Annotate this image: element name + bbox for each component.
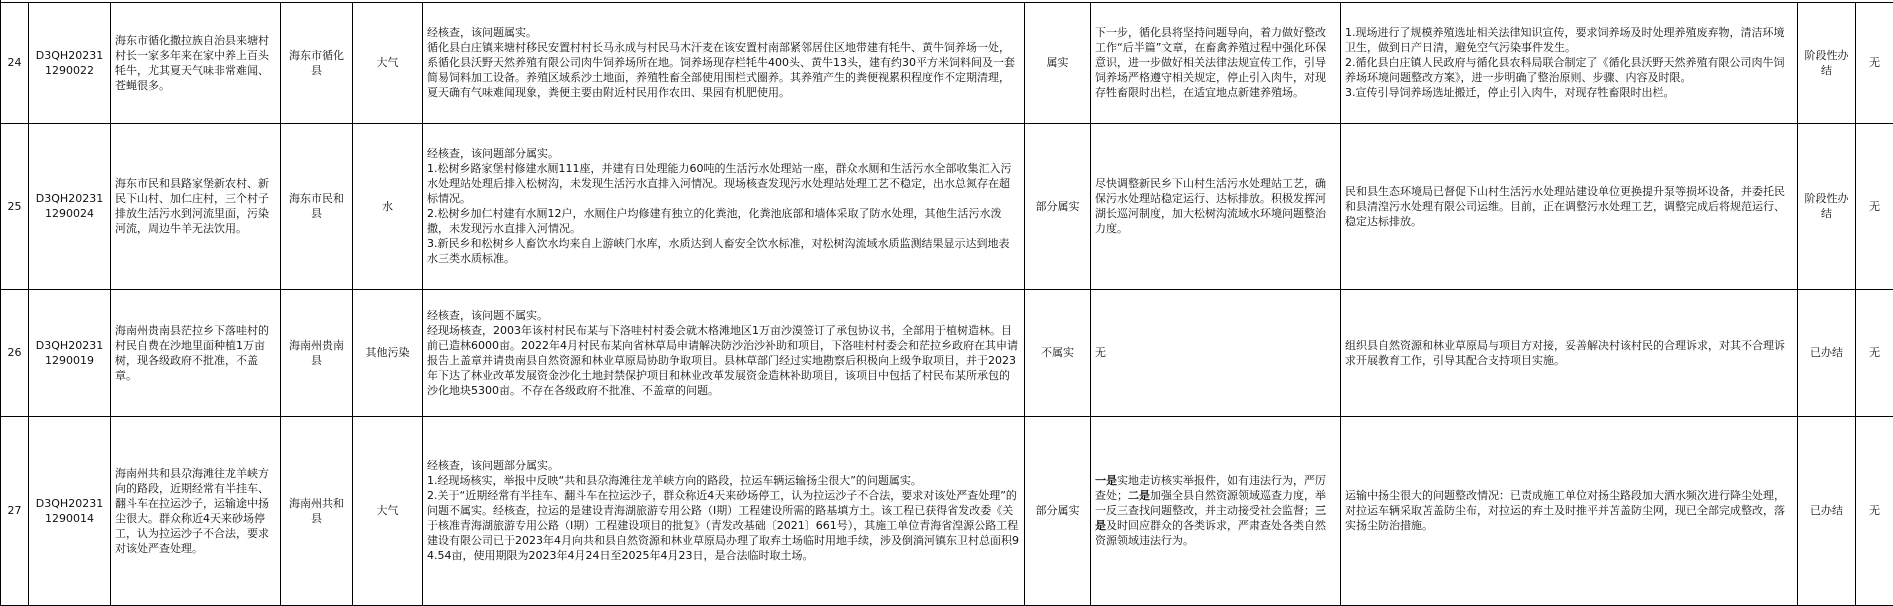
result-line: 1.现场进行了规模养殖选址相关法律知识宣传，要求饲养场及时处理养殖废弃物，清洁环境卫生，做到日产日清，避免空气污染事件发生。 [1345,25,1793,55]
verdict: 属实 [1025,2,1091,123]
findings [423,289,1025,416]
plan-item-text: 加强全县自然资源领域巡查力度，举一反三查找问题整改，并主动接受社会监督； [1095,489,1326,517]
plan-item-text: 及时回应群众的各类诉求，严肃查处各类自然资源领域违法行为。 [1095,519,1326,547]
table-row [1,2,1893,123]
verdict: 部分属实 [1025,123,1091,289]
table-row [1,416,1893,605]
accountability: 无 [1856,2,1893,123]
rectification-result [1341,289,1798,416]
case-code: D3QH202311290014 [29,416,111,605]
complaint-content: 海南州贵南县茫拉乡下落哇村的村民自费在沙地里面种植1万亩树，现各级政府不批准，不盖章。 [111,289,281,416]
findings [423,416,1025,605]
plan-item-marker: 一是 [1095,474,1117,487]
case-code: D3QH202311290019 [29,289,111,416]
row-number: 25 [1,123,29,289]
complaint-content: 海东市民和县路家堡新农村、新民下山村、加仁庄村，三个村子排放生活污水到河流里面，污染河流，周边牛羊无法饮用。 [111,123,281,289]
pollution-type: 大气 [353,2,423,123]
plan-item-marker: 三是 [1095,504,1326,532]
findings-line: 循化县白庄镇来塘村移民安置村村长马永成与村民马木汗麦在该安置村南部紧邻居住区地带建有牦牛、黄牛饲养场一处，系循化县沃野天然养殖有限公司肉牛饲养场所在地。饲养场现存栏牦牛400头、黄牛13头，建有约30平方米饲料间及一套简易饲料加工设备。养殖区域系沙土地面，养殖牲畜全部使用围栏式圈养。其养殖产生的粪便视累积程度作不定期清理，夏天确有气味难闻现象，粪便主要由附近村民用作农田、果园有机肥使用。 [427,40,1020,100]
findings [423,123,1025,289]
accountability: 无 [1856,416,1893,605]
region: 海南州贵南县 [281,289,353,416]
pollution-type: 水 [353,123,423,289]
status: 已办结 [1798,416,1856,605]
accountability: 无 [1856,289,1893,416]
plan-item-marker: 二是 [1128,489,1150,502]
accountability: 无 [1856,123,1893,289]
pollution-type: 大气 [353,416,423,605]
region: 海东市循化县 [281,2,353,123]
verdict: 不属实 [1025,289,1091,416]
result-line: 组织县自然资源和林业草原局与项目方对接，妥善解决村该村民的合理诉求，对其不合理诉求开展教育工作，引导其配合支持项目实施。 [1345,338,1793,368]
status: 阶段性办结 [1798,123,1856,289]
result-line: 运输中扬尘很大的问题整改情况：已责成施工单位对扬尘路段加大洒水频次进行降尘处理，对拉运车辆采取苫盖防尘布，对拉运的弃土及时推平并苫盖防尘网，现已全部完成整改，落实扬尘防治措施。 [1345,488,1793,533]
result-line: 3.宣传引导饲养场选址搬迁，停止引入肉牛，对现存牲畜限时出栏。 [1345,85,1793,100]
findings-line: 经核查，该问题部分属实。 [427,146,1020,161]
findings-line: 2.松树乡加仁村建有水厕12户，水厕住户均修建有独立的化粪池，化粪池底部和墙体采取了防水处理，其他生活污水泼撒，未发现污水直排入河情况。 [427,206,1020,236]
findings-line: 经核查，该问题部分属实。 [427,458,1020,473]
complaint-content: 海东市循化撒拉族自治县来塘村村长一家多年来在家中养上百头牦牛，尤其夏天气味非常难闻、苍蝇很多。 [111,2,281,123]
status: 阶段性办结 [1798,2,1856,123]
result-line: 民和县生态环境局已督促下山村生活污水处理站建设单位更换提升泵等损坏设备，并委托民和县清湟污水处理有限公司运维。目前，正在调整污水处理工艺，调整完成后将规范运行、稳定达标排放。 [1345,184,1793,229]
findings-line: 经核查，该问题属实。 [427,25,1020,40]
rectification-plan: 下一步，循化县将坚持问题导向，着力做好整改工作“后半篇”文章，在畜禽养殖过程中强化环保意识，进一步做好相关法律法规宣传工作，引导饲养场严格遵守相关规定，停止引入肉牛，对现存牲畜限时出栏，在适宜地点新建养殖场。 [1091,2,1341,123]
status: 已办结 [1798,289,1856,416]
rectification-result [1341,123,1798,289]
findings-line: 1.松树乡路家堡村修建水厕111座，并建有日处理能力60吨的生活污水处理站一座，群众水厕和生活污水全部收集汇入污水处理站处理后排入松树沟，未发现生活污水直排入河情况。现场核查发现污水处理站处理工艺不稳定，出水总氮存在超标情况。 [427,161,1020,206]
row-number: 26 [1,289,29,416]
verdict: 部分属实 [1025,416,1091,605]
findings-line: 2.关于“近期经常有半挂车、翻斗车在拉运沙子，群众称近4天来砂场停工，认为拉运沙子不合法，要求对该处严查处理”的问题不属实。经核查，拉运的是建设青海湖旅游专用公路（I期）工程建设所需的路基填方土。该工程已获得省发改委《关于核准青海湖旅游专用公路（I期）工程建设项目的批复》（青发改基础〔2021〕661号），其施工单位青海省湟源公路工程建设有限公司已于2023年4月向共和县自然资源和林业草原局办理了取弃土场临时用地手续，涉及倒淌河镇东卫村总面积94.54亩，使用期限为2023年4月24日至2025年4月23日，是合法临时取土场。 [427,488,1020,563]
findings-line: 经现场核查，2003年该村村民布某与下洛哇村村委会就木格滩地区1万亩沙漠签订了承包协议书，全部用于植树造林。目前已造林6000亩。2022年4月村民布某向省林草局申请解决防沙治沙补助和项目，下洛哇村村委会和茫拉乡政府在其申请报告上盖章并请贵南县自然资源和林业草原局协助争取项目。县林草部门经过实地勘察后积极向上级争取项目，并于2023年下达了林业改革发展资金沙化土地封禁保护项目和林业改革发展资金造林补助项目，该项目中包括了村民布某所承包的沙化地块5300亩。不存在各级政府不批准、不盖章的问题。 [427,323,1020,398]
plan-item-text: 实地走访核实举报件，如有违法行为，严厉查处； [1095,474,1326,502]
row-number: 24 [1,2,29,123]
case-code: D3QH202311290024 [29,123,111,289]
rectification-plan: 尽快调整新民乡下山村生活污水处理站工艺，确保污水处理站稳定运行、达标排放。积极发挥河湖长巡河制度，加大松树沟流域水环境问题整治力度。 [1091,123,1341,289]
region: 海南州共和县 [281,416,353,605]
region: 海东市民和县 [281,123,353,289]
findings [423,2,1025,123]
result-line: 2.循化县白庄镇人民政府与循化县农科局联合制定了《循化县沃野天然养殖有限公司肉牛饲养场环境问题整改方案》，进一步明确了整治原则、步骤、内容及时限。 [1345,55,1793,85]
rectification-result [1341,2,1798,123]
complaint-content: 海南州共和县尕海滩往龙羊峡方向的路段，近期经常有半挂车、翻斗车在拉运沙子，运输途中扬尘很大。群众称近4天来砂场停工，认为拉运沙子不合法，要求对该处严查处理。 [111,416,281,605]
findings-line: 1.经现场核实，举报中反映“共和县尕海滩往龙羊峡方向的路段，拉运车辆运输扬尘很大”的问题属实。 [427,473,1020,488]
row-number: 27 [1,416,29,605]
rectification-plan [1091,416,1341,605]
table-row [1,289,1893,416]
findings-line: 3.新民乡和松树乡人畜饮水均来自上游峡门水库，水质达到人畜安全饮水标准，对松树沟流域水质监测结果显示达到地表水三类水质标准。 [427,236,1020,266]
table-row [1,123,1893,289]
case-code: D3QH202311290022 [29,2,111,123]
rectification-result [1341,416,1798,605]
findings-line: 经核查，该问题不属实。 [427,308,1020,323]
rectification-plan: 无 [1091,289,1341,416]
pollution-type: 其他污染 [353,289,423,416]
